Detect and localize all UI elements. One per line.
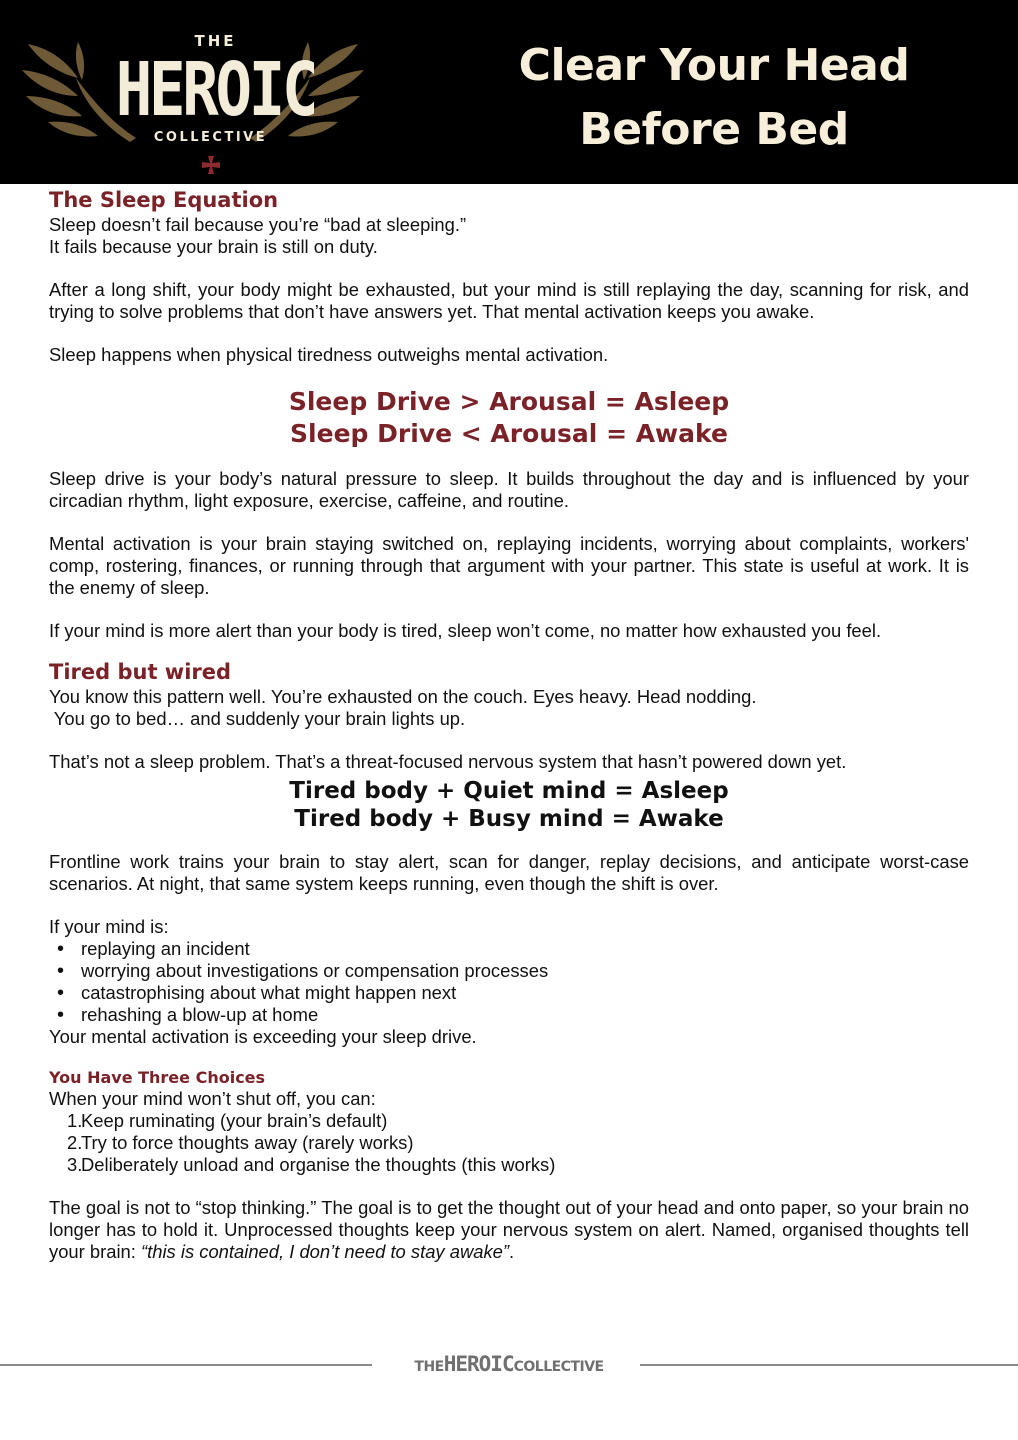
section-heading-three-choices: You Have Three Choices	[49, 1068, 266, 1087]
page-title-line-1: Clear Your Head	[518, 40, 910, 91]
templar-cross-icon	[200, 154, 222, 176]
equation-asleep: Sleep Drive > Arousal = Asleep	[288, 387, 730, 416]
list-outro: Your mental activation is exceeding your sleep drive.	[49, 1026, 477, 1047]
logo-collective-text: COLLECTIVE	[153, 130, 268, 145]
choices-list	[67, 1110, 969, 1176]
list-item	[67, 1110, 969, 1132]
list-item	[67, 1154, 969, 1176]
mind-state-list	[57, 938, 969, 1026]
intro-line-1: Sleep doesn’t fail because you’re “bad at sleeping.”	[49, 214, 467, 235]
list-item: • replaying an incident	[57, 938, 969, 960]
footer	[0, 1352, 1018, 1376]
goal-text: The goal is not to “stop thinking.” The goal is to get the thought out of your head and onto paper, so your brain no longer has to hold it. Unprocessed thoughts keep your nervous system on alert. Named, organised thoughts tell your brain:	[49, 1197, 969, 1262]
list-item-number: 2.	[67, 1132, 83, 1153]
footer-divider-left	[0, 1364, 372, 1366]
equation-awake: Sleep Drive < Arousal = Awake	[290, 419, 728, 448]
logo-the-text: THE	[194, 32, 237, 50]
list-item	[67, 1132, 969, 1154]
list-item-text: Deliberately unload and organise the thoughts (this works)	[81, 1154, 556, 1175]
paragraph-sleep-happens: Sleep happens when physical tiredness outweighs mental activation.	[49, 344, 609, 365]
page-title-line-2: Before Bed	[579, 104, 849, 155]
logo-heroic-text: HEROIC	[115, 47, 316, 133]
equation-busy-mind: Tired body + Busy mind = Awake	[294, 806, 724, 832]
paragraph-goal	[49, 1197, 969, 1263]
intro-line-2: It fails because your brain is still on duty.	[49, 236, 378, 257]
paragraph-long-shift: After a long shift, your body might be exhausted, but your mind is still replaying the day, scanning for risk, and trying to solve problems that don’t have answers yet. That mental activation keeps you awake.	[49, 279, 969, 322]
paragraph-mind-alert: If your mind is more alert than your body is tired, sleep won’t come, no matter how exhausted you feel.	[49, 620, 882, 641]
tired-line-1: You know this pattern well. You’re exhausted on the couch. Eyes heavy. Head nodding.	[49, 686, 757, 707]
list-item-number: 1.	[67, 1110, 83, 1131]
paragraph-not-sleep-problem: That’s not a sleep problem. That’s a threat-focused nervous system that hasn’t powered down yet.	[49, 751, 847, 772]
list-item: • rehashing a blow-up at home	[57, 1004, 969, 1026]
list-intro: If your mind is:	[49, 916, 169, 937]
section-heading-sleep-equation: The Sleep Equation	[49, 188, 279, 212]
paragraph-mental-activation: Mental activation is your brain staying switched on, replaying incidents, worrying about complaints, workers' comp, rostering, finances, or running through that argument with your partner. This state is useful at work. It is the enemy of sleep.	[49, 533, 969, 598]
page-title	[470, 34, 958, 162]
section-heading-tired-but-wired: Tired but wired	[49, 660, 232, 684]
goal-end: .	[509, 1241, 515, 1262]
footer-brand-heroic: HEROIC	[443, 1352, 514, 1376]
paragraph-frontline-work: Frontline work trains your brain to stay alert, scan for danger, replay decisions, and anticipate worst-case scenarios. At night, that same system keeps running, even though the shift is over.	[49, 851, 969, 894]
paragraph-sleep-drive: Sleep drive is your body’s natural pressure to sleep. It builds throughout the day and is influenced by your circadian rhythm, light exposure, exercise, caffeine, and routine.	[49, 468, 969, 511]
choices-intro: When your mind won’t shut off, you can:	[49, 1088, 376, 1109]
tired-line-2: You go to bed… and suddenly your brain lights up.	[49, 708, 466, 729]
equation-quiet-mind: Tired body + Quiet mind = Asleep	[289, 778, 729, 804]
list-item-text: Keep ruminating (your brain’s default)	[81, 1110, 388, 1131]
footer-brand-collective: COLLECTIVE	[513, 1359, 604, 1375]
footer-brand-logo	[386, 1352, 632, 1376]
footer-brand-the: THE	[414, 1359, 444, 1375]
list-item: • worrying about investigations or compensation processes	[57, 960, 969, 982]
goal-quote: “this is contained, I don’t need to stay awake”	[141, 1241, 510, 1262]
list-item: • catastrophising about what might happen next	[57, 982, 969, 1004]
list-item-number: 3.	[67, 1154, 83, 1175]
document-body	[49, 186, 969, 1263]
heroic-collective-logo	[18, 8, 378, 178]
header-banner	[0, 0, 1018, 184]
list-item-text: Try to force thoughts away (rarely works)	[81, 1132, 414, 1153]
footer-divider-right	[640, 1364, 1018, 1366]
